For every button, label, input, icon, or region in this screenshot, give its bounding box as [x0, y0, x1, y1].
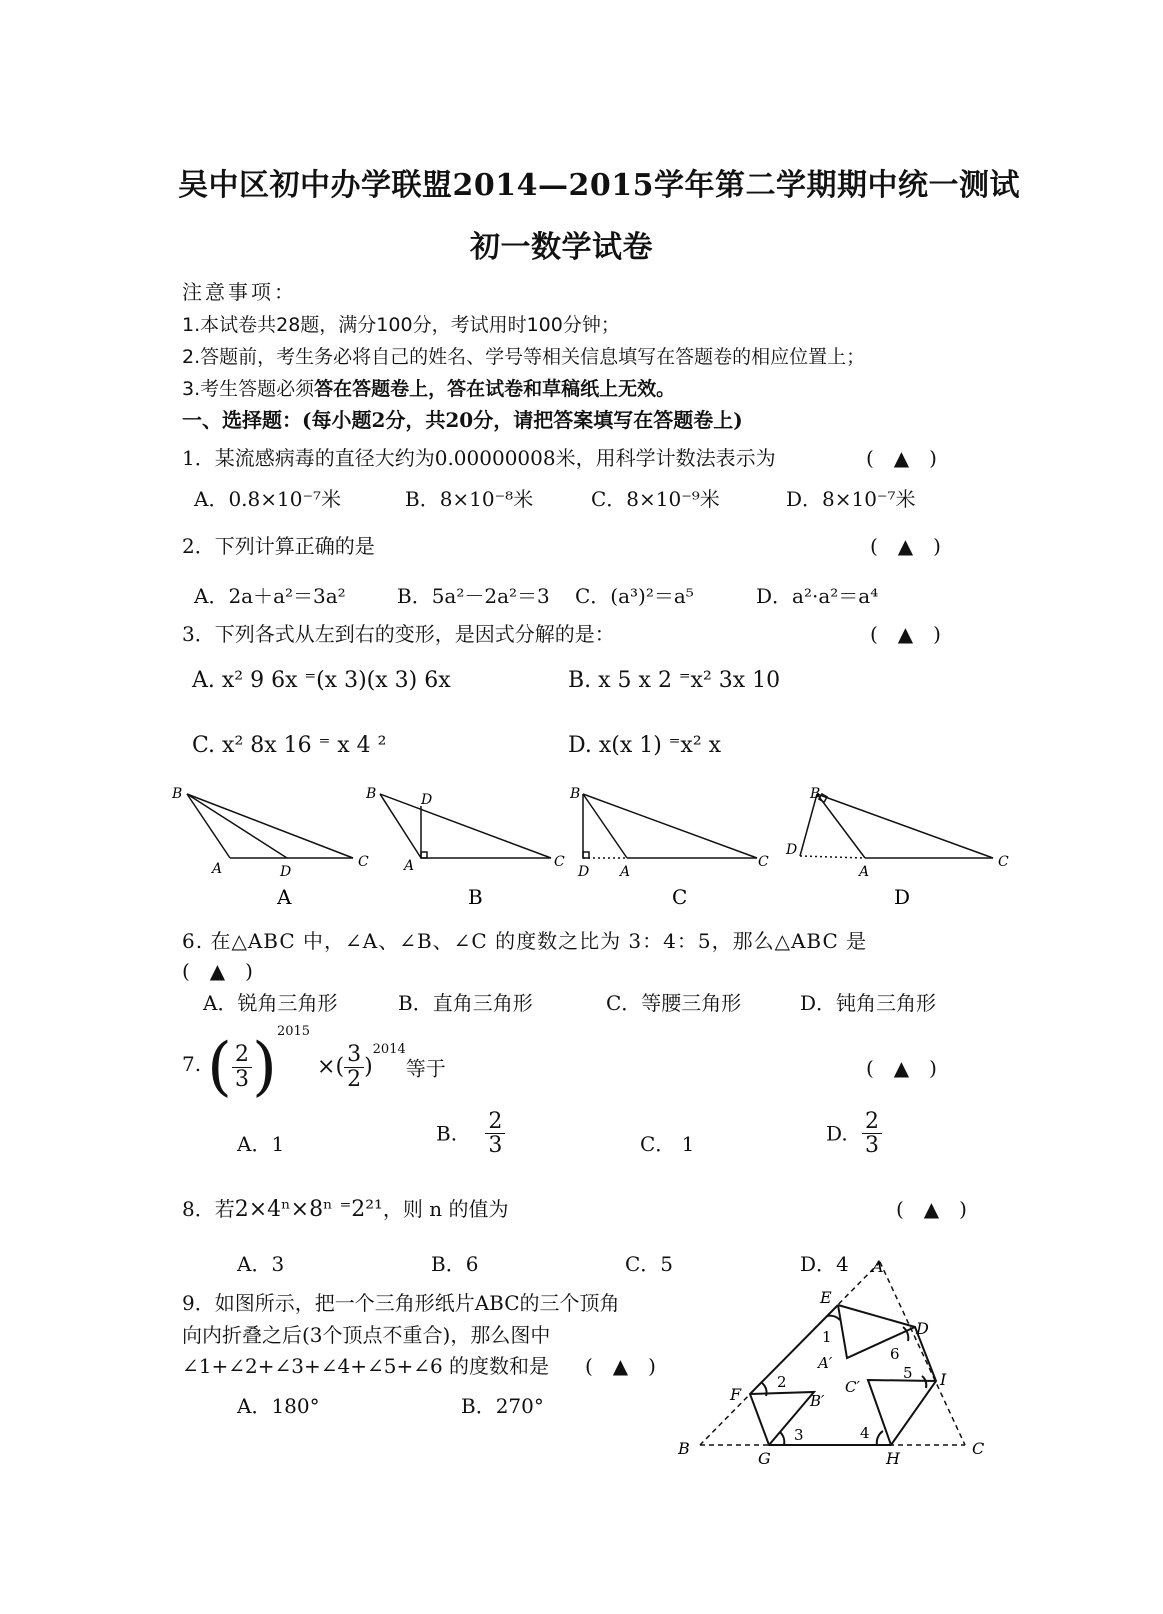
- q9-fig-e: E: [820, 1288, 832, 1307]
- fold-triangle-figure: [670, 1250, 1000, 1470]
- q7-number: 7.: [182, 1052, 202, 1076]
- fig-c-b: B: [570, 786, 581, 802]
- q6-stem: 6. 在△ABC 中，∠A、∠B、∠C 的度数之比为 3：4：5，那么△ABC 是: [182, 929, 868, 953]
- q9-fig-angle-4: 4: [860, 1424, 870, 1442]
- left-paren: (: [207, 1030, 232, 1104]
- exam-subtitle: 初一数学试卷: [470, 230, 653, 265]
- q8-answer-mark: ( ▲ ): [896, 1197, 967, 1221]
- q9-answer-mark: ( ▲ ): [585, 1354, 656, 1378]
- q9-fig-b-prime: B′: [810, 1392, 825, 1410]
- exam-title: 吴中区初中办学联盟2014—2015学年第二学期期中统一测试: [178, 168, 1020, 203]
- q1-option-b: B．8×10⁻⁸米: [405, 487, 534, 511]
- q9-fig-g: G: [758, 1449, 771, 1468]
- q3-stem: 3．下列各式从左到右的变形，是因式分解的是：: [182, 622, 615, 646]
- note-3-prefix: 3.考生答题必须: [182, 378, 315, 400]
- q9-fig-angle-5: 5: [903, 1364, 913, 1382]
- q9-fig-i: I: [940, 1370, 947, 1389]
- q9-option-a: A．180°: [237, 1394, 320, 1418]
- fig-c-c: C: [758, 854, 769, 870]
- q1-option-a: A．0.8×10⁻⁷米: [194, 487, 342, 511]
- q7-expression: [207, 1024, 446, 1104]
- q9-option-b: B．270°: [461, 1394, 544, 1418]
- q2-option-d: D．a²·a²＝a⁴: [756, 584, 879, 608]
- q9-fig-h: H: [886, 1449, 900, 1468]
- triangle-figures: [160, 778, 1040, 914]
- q2-answer-mark: ( ▲ ): [870, 534, 941, 558]
- q2-option-b: B．5a²－2a²＝3: [397, 584, 550, 608]
- fig-a-label: A: [277, 885, 292, 909]
- q8-stem: 8．若2×4ⁿ×8ⁿ ⁼2²¹，则 n 的值为: [182, 1197, 509, 1222]
- fig-d-a: A: [859, 864, 870, 880]
- fig-c-d: D: [578, 864, 590, 880]
- q7-fraction-2: $\frac{3}{2}$: [344, 1043, 364, 1090]
- q2-option-a: A．2a＋a²＝3a²: [194, 584, 346, 608]
- notes-heading: 注意事项：: [182, 280, 297, 304]
- q9-fig-angle-1: 1: [822, 1328, 832, 1346]
- fig-d-b: B: [810, 786, 821, 802]
- q1-answer-mark: ( ▲ ): [866, 446, 937, 470]
- q7-option-b: B. $\frac{2}{3}$: [436, 1110, 505, 1157]
- q9-fig-a-prime: A′: [818, 1354, 833, 1372]
- q9-fig-angle-6: 6: [890, 1345, 900, 1363]
- q9-fig-d: D: [916, 1319, 929, 1338]
- fig-a-b: B: [172, 786, 183, 802]
- fig-b-label: B: [468, 885, 483, 909]
- q7-tail: 等于: [405, 1056, 446, 1081]
- q9-fig-c: C: [972, 1439, 985, 1458]
- q7-times: ×(: [317, 1054, 345, 1080]
- fig-b-a: A: [404, 858, 415, 874]
- fig-d-c: C: [998, 854, 1009, 870]
- q7-option-d: D. $\frac{2}{3}$: [826, 1110, 882, 1157]
- note-2: 2.答题前，考生务必将自己的姓名、学号等相关信息填写在答题卷的相应位置上；: [182, 346, 866, 368]
- fig-b-b: B: [366, 786, 377, 802]
- q1-stem: 1．某流感病毒的直径大约为0.00000008米，用科学计数法表示为: [182, 446, 776, 470]
- q3-option-c: C. x² 8x 16 ⁼ x 4 ²: [192, 733, 387, 758]
- q9-line-3: ∠1+∠2+∠3+∠4+∠5+∠6 的度数和是: [182, 1354, 550, 1378]
- note-3-bold: 答在答题卷上，答在试卷和草稿纸上无效。: [314, 378, 676, 400]
- q2-stem: 2．下列计算正确的是: [182, 534, 375, 558]
- q7-option-a: A．1: [237, 1132, 285, 1156]
- q9-fig-c-prime: C′: [845, 1378, 860, 1396]
- q7-close: ): [364, 1054, 373, 1080]
- q7-option-c: C． 1: [640, 1132, 695, 1156]
- note-3: [182, 374, 675, 401]
- q9-line-1: 9．如图所示，把一个三角形纸片ABC的三个顶角: [182, 1291, 620, 1315]
- fig-d-label: D: [894, 885, 911, 909]
- q6-option-c: C．等腰三角形: [606, 991, 742, 1015]
- q6-answer-mark: ( ▲ ): [182, 959, 253, 983]
- fig-a-d: D: [280, 864, 292, 880]
- fig-d-d: D: [786, 842, 798, 858]
- fig-a-a: A: [212, 861, 223, 877]
- section-heading: 一、选择题：(每小题2分，共20分，请把答案填写在答题卷上): [182, 408, 743, 432]
- q6-option-a: A．锐角三角形: [203, 991, 338, 1015]
- q6-option-d: D．钝角三角形: [800, 991, 937, 1015]
- fig-b-c: C: [554, 854, 565, 870]
- q9-fig-angle-2: 2: [777, 1373, 787, 1391]
- q6-option-b: B．直角三角形: [398, 991, 533, 1015]
- figure-a: [187, 794, 353, 858]
- q9-fig-angle-3: 3: [794, 1426, 804, 1444]
- q7-answer-mark: ( ▲ ): [866, 1056, 937, 1080]
- q8-option-a: A．3: [237, 1252, 285, 1276]
- q1-option-c: C．8×10⁻⁹米: [591, 487, 720, 511]
- q8-option-c: C．5: [625, 1252, 674, 1276]
- q8-option-d: D．4: [800, 1252, 849, 1276]
- q7-exp2: 2014: [372, 1042, 406, 1057]
- q9-fig-a: A: [872, 1257, 884, 1276]
- q3-option-a: A. x² 9 6x ⁼(x 3)(x 3) 6x: [192, 668, 451, 693]
- fig-b-d: D: [421, 792, 433, 808]
- q7-exp1: 2015: [276, 1024, 311, 1039]
- q7-fraction-1: $\frac{2}{3}$: [232, 1043, 252, 1090]
- q2-option-c: C．(a³)²＝a⁵: [575, 584, 694, 608]
- q9-line-2: 向内折叠之后(3个顶点不重合)，那么图中: [182, 1323, 551, 1347]
- figure-b: [380, 794, 551, 858]
- right-paren: ): [251, 1030, 277, 1104]
- figure-d: [800, 794, 993, 858]
- q3-option-d: D. x(x 1) ⁼x² x: [568, 733, 722, 758]
- q8-option-b: B．6: [431, 1252, 479, 1276]
- fig-c-a: A: [620, 864, 631, 880]
- figure-c: [583, 794, 757, 858]
- fig-c-label: C: [672, 885, 688, 909]
- q9-fig-b: B: [678, 1439, 690, 1458]
- q3-option-b: B. x 5 x 2 ⁼x² 3x 10: [568, 668, 781, 693]
- q3-answer-mark: ( ▲ ): [870, 622, 941, 646]
- q1-option-d: D．8×10⁻⁷米: [786, 487, 916, 511]
- note-1: 1.本试卷共28题，满分100分，考试用时100分钟；: [182, 314, 620, 336]
- q9-fig-f: F: [730, 1385, 742, 1404]
- fig-a-c: C: [358, 854, 369, 870]
